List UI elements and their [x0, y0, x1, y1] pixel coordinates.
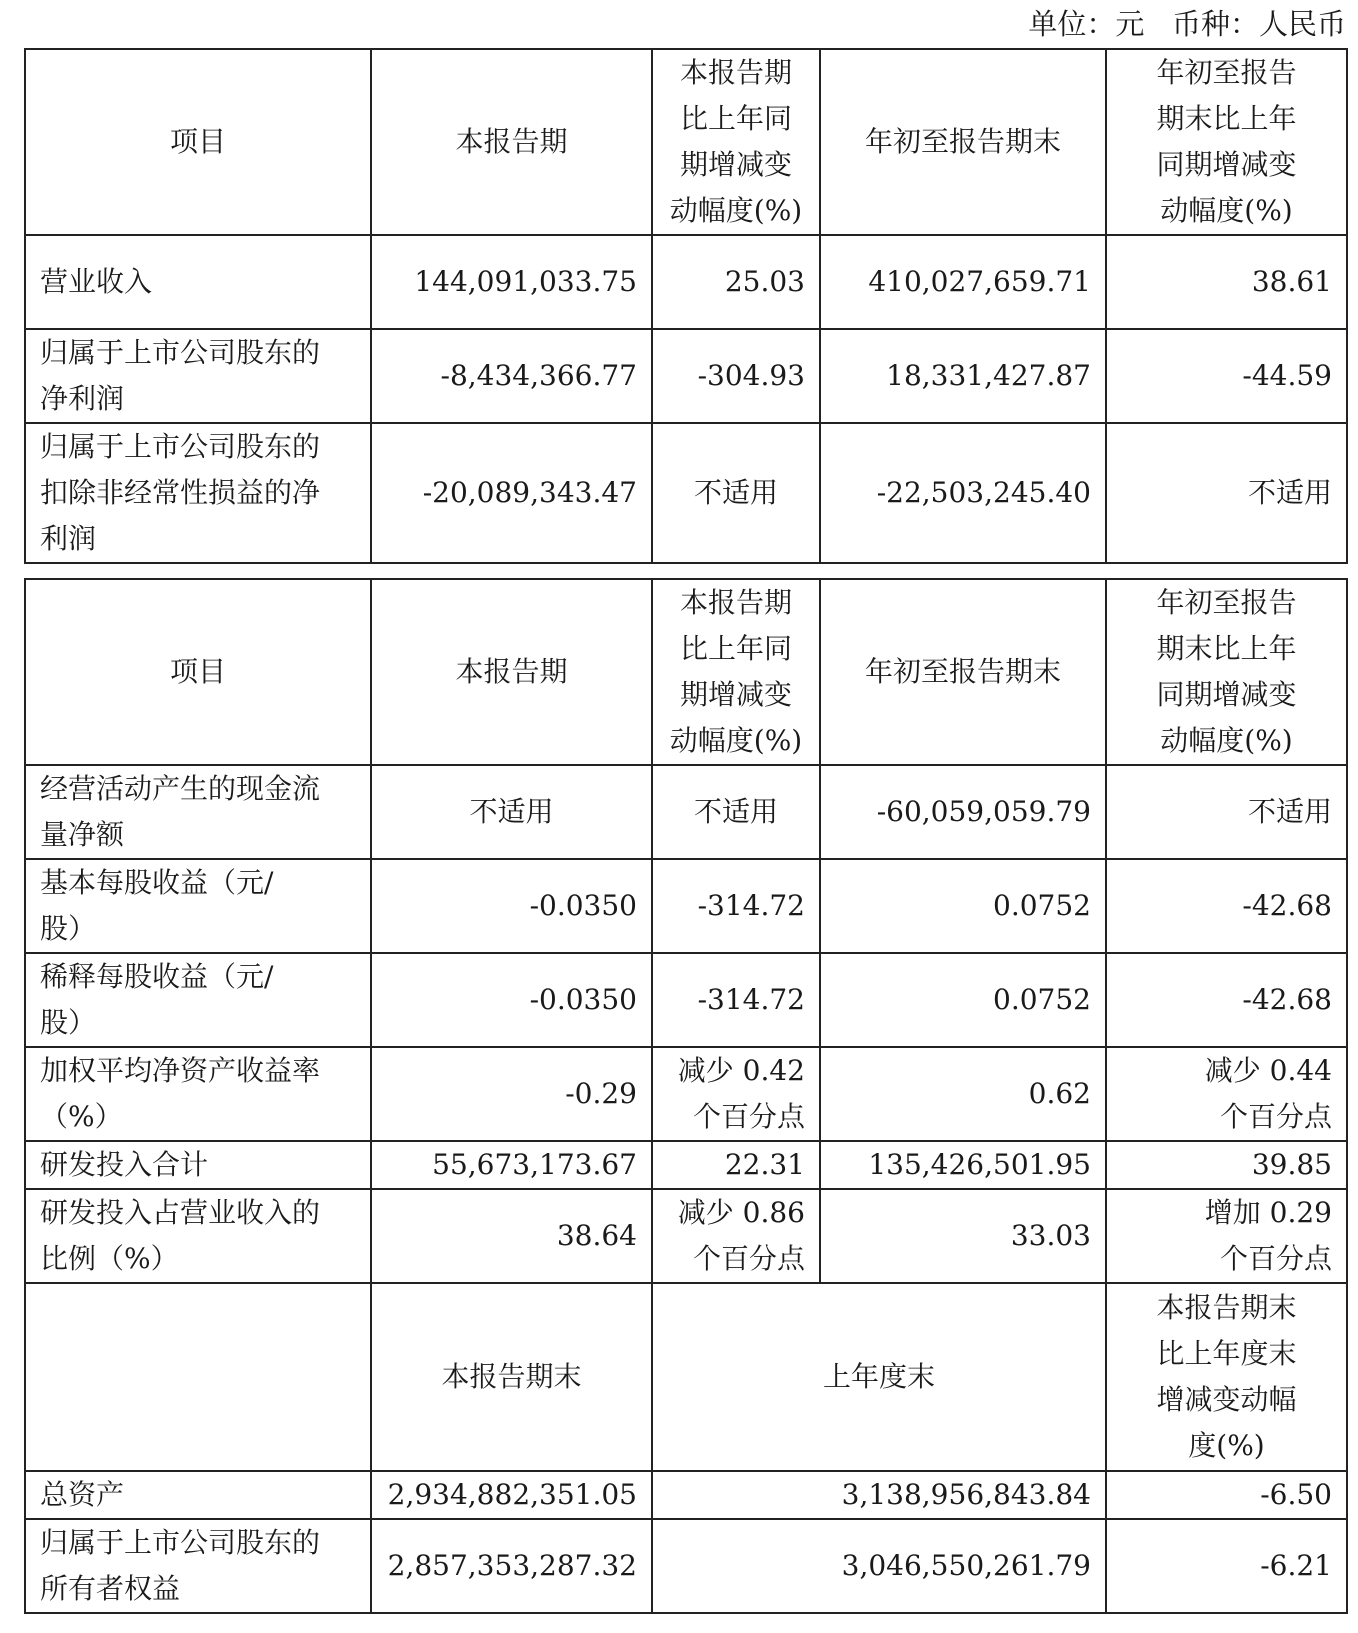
balance-item	[25, 1519, 371, 1613]
cell-line: 38.61	[1251, 265, 1332, 298]
row-current-change	[652, 765, 820, 859]
header-item	[25, 49, 371, 235]
balance-last-year-end	[652, 1519, 1106, 1613]
cell-line: 研发投入合计	[40, 1148, 209, 1181]
cell-line: 归属于上市公司股东的	[40, 336, 321, 369]
header-current-change	[652, 579, 820, 765]
cell-line: 同期增减变	[1156, 678, 1297, 711]
balance-header-row	[25, 1283, 1347, 1471]
row-item	[25, 1189, 371, 1283]
row-current-change	[652, 1047, 820, 1141]
row-ytd-change	[1106, 1141, 1347, 1189]
cell-line: 年初至报告	[1156, 56, 1297, 89]
row-current-period	[371, 953, 652, 1047]
cell-text: 本报告期	[455, 655, 568, 688]
cell-line: 比上年同	[679, 102, 792, 135]
balance-header-item	[25, 1283, 371, 1471]
cell-line: 增减变动幅	[1156, 1383, 1297, 1416]
cell-text: 本报告期末	[441, 1360, 582, 1393]
cell-text: -0.29	[565, 1077, 637, 1110]
row-current-change	[652, 859, 820, 953]
cell-line: 个百分点	[1219, 1100, 1332, 1133]
cell-line: -314.72	[697, 983, 805, 1016]
balance-item	[25, 1471, 371, 1519]
row-current-period	[371, 235, 652, 329]
cell-line: 比上年同	[679, 632, 792, 665]
cell-line: -42.68	[1242, 889, 1332, 922]
row-ytd-change	[1106, 329, 1347, 423]
row-current-period	[371, 1141, 652, 1189]
cell-line: 利润	[40, 522, 97, 555]
row-ytd	[820, 765, 1106, 859]
cell-line: 个百分点	[692, 1100, 805, 1133]
cell-line: -42.68	[1242, 983, 1332, 1016]
cell-line: 期末比上年	[1156, 632, 1297, 665]
cell-line: 动幅度(%)	[669, 194, 803, 227]
table-row	[25, 329, 1347, 423]
balance-header-change	[1106, 1283, 1347, 1471]
row-current-change	[652, 235, 820, 329]
cell-text: 项目	[169, 125, 226, 158]
row-current-change	[652, 423, 820, 563]
balance-header-period-end	[371, 1283, 652, 1471]
balance-period-end	[371, 1471, 652, 1519]
row-ytd-change	[1106, 859, 1347, 953]
cell-line: 期增减变	[679, 148, 792, 181]
unit-currency-note: 单位：元 币种：人民币	[1028, 7, 1346, 41]
cell-text: -0.0350	[529, 889, 637, 922]
row-ytd	[820, 1189, 1106, 1283]
table-row	[25, 765, 1347, 859]
cell-text: -6.21	[1260, 1549, 1332, 1582]
cell-line: 个百分点	[692, 1242, 805, 1275]
balance-row	[25, 1471, 1347, 1519]
table-row	[25, 235, 1347, 329]
balance-header-last-year-end	[652, 1283, 1106, 1471]
row-item	[25, 1141, 371, 1189]
cell-line: 所有者权益	[40, 1572, 181, 1605]
cell-line: 不适用	[1247, 476, 1332, 509]
cell-line: 加权平均净资产收益率	[40, 1054, 321, 1087]
cell-line: 经营活动产生的现金流	[40, 772, 321, 805]
cell-line: 股）	[40, 1006, 97, 1039]
row-ytd-change	[1106, 765, 1347, 859]
cell-line: 增加 0.29	[1204, 1196, 1332, 1229]
row-ytd	[820, 859, 1106, 953]
header-current-change	[652, 49, 820, 235]
cell-line: 期末比上年	[1156, 102, 1297, 135]
table-row	[25, 423, 1347, 563]
cell-line: 期增减变	[679, 678, 792, 711]
row-item	[25, 235, 371, 329]
cell-line: 总资产	[40, 1478, 125, 1511]
cell-text: -60,059,059.79	[876, 795, 1091, 828]
cell-line: -44.59	[1242, 359, 1332, 392]
row-ytd-change	[1106, 1047, 1347, 1141]
cell-text: 项目	[169, 655, 226, 688]
cell-line: 比例（%）	[40, 1242, 179, 1275]
row-current-period	[371, 1047, 652, 1141]
cell-line: 不适用	[693, 795, 778, 828]
row-ytd	[820, 235, 1106, 329]
cell-text: 18,331,427.87	[886, 359, 1091, 392]
cell-text: -8,434,366.77	[440, 359, 637, 392]
key-financial-table-1	[24, 48, 1348, 564]
balance-change	[1106, 1471, 1347, 1519]
cell-line: 个百分点	[1219, 1242, 1332, 1275]
row-current-change	[652, 1141, 820, 1189]
table-row	[25, 1141, 1347, 1189]
header-current-period	[371, 49, 652, 235]
row-ytd	[820, 423, 1106, 563]
cell-line: 动幅度(%)	[1160, 194, 1293, 227]
cell-line: 归属于上市公司股东的	[40, 1526, 321, 1559]
row-ytd-change	[1106, 423, 1347, 563]
cell-text: 2,857,353,287.32	[387, 1549, 637, 1582]
cell-text: 不适用	[469, 795, 554, 828]
cell-line: 净利润	[40, 382, 125, 415]
header-ytd-change	[1106, 579, 1347, 765]
header-ytd	[820, 579, 1106, 765]
cell-text: -20,089,343.47	[422, 476, 637, 509]
row-current-period	[371, 765, 652, 859]
cell-line: 动幅度(%)	[669, 724, 803, 757]
cell-text: 年初至报告期末	[864, 655, 1061, 688]
row-ytd	[820, 1047, 1106, 1141]
cell-text: 本报告期	[455, 125, 568, 158]
row-current-period	[371, 1189, 652, 1283]
balance-row	[25, 1519, 1347, 1613]
row-item	[25, 859, 371, 953]
key-financial-table-2	[24, 578, 1348, 1614]
cell-text: 0.0752	[993, 983, 1091, 1016]
cell-text: 38.64	[556, 1219, 637, 1252]
row-current-period	[371, 859, 652, 953]
cell-text: 410,027,659.71	[868, 265, 1091, 298]
header-item	[25, 579, 371, 765]
cell-text: 0.62	[1028, 1077, 1091, 1110]
row-current-period	[371, 423, 652, 563]
cell-text: 33.03	[1010, 1219, 1091, 1252]
row-item	[25, 329, 371, 423]
cell-line: 营业收入	[40, 265, 153, 298]
cell-text: 年初至报告期末	[864, 125, 1061, 158]
cell-line: 扣除非经常性损益的净	[40, 476, 321, 509]
header-ytd	[820, 49, 1106, 235]
cell-line: 比上年度末	[1156, 1337, 1297, 1370]
cell-text: -0.0350	[529, 983, 637, 1016]
cell-text: 0.0752	[993, 889, 1091, 922]
row-item	[25, 953, 371, 1047]
table-row	[25, 859, 1347, 953]
row-ytd	[820, 329, 1106, 423]
header-current-period	[371, 579, 652, 765]
cell-text: -6.50	[1260, 1478, 1332, 1511]
row-current-change	[652, 329, 820, 423]
cell-line: （%）	[40, 1100, 123, 1133]
cell-line: 减少 0.86	[677, 1196, 805, 1229]
cell-line: 25.03	[724, 265, 805, 298]
header-ytd-change	[1106, 49, 1347, 235]
row-ytd-change	[1106, 235, 1347, 329]
row-current-period	[371, 329, 652, 423]
table-row	[25, 953, 1347, 1047]
balance-last-year-end	[652, 1471, 1106, 1519]
balance-period-end	[371, 1519, 652, 1613]
cell-text: 3,138,956,843.84	[841, 1478, 1091, 1511]
cell-line: 量净额	[40, 818, 125, 851]
table-row	[25, 1047, 1347, 1141]
row-ytd-change	[1106, 953, 1347, 1047]
cell-line: 22.31	[724, 1148, 805, 1181]
cell-line: 年初至报告	[1156, 586, 1297, 619]
cell-line: 减少 0.44	[1204, 1054, 1332, 1087]
header-row	[25, 49, 1347, 235]
cell-text: 144,091,033.75	[414, 265, 637, 298]
cell-line: 归属于上市公司股东的	[40, 430, 321, 463]
cell-line: 39.85	[1251, 1148, 1332, 1181]
row-ytd-change	[1106, 1189, 1347, 1283]
table-row	[25, 1189, 1347, 1283]
cell-line: -314.72	[697, 889, 805, 922]
balance-change	[1106, 1519, 1347, 1613]
cell-line: 动幅度(%)	[1160, 724, 1293, 757]
row-current-change	[652, 1189, 820, 1283]
cell-text: 135,426,501.95	[868, 1148, 1091, 1181]
row-current-change	[652, 953, 820, 1047]
cell-text: 3,046,550,261.79	[841, 1549, 1091, 1582]
cell-line: 稀释每股收益（元/	[40, 960, 274, 993]
row-item	[25, 765, 371, 859]
cell-line: 股）	[40, 912, 97, 945]
cell-line: 研发投入占营业收入的	[40, 1196, 321, 1229]
cell-line: 本报告期	[679, 586, 792, 619]
cell-line: 不适用	[1247, 795, 1332, 828]
cell-line: 本报告期末	[1156, 1291, 1297, 1324]
cell-line: 度(%)	[1188, 1429, 1265, 1462]
cell-text: 2,934,882,351.05	[387, 1478, 637, 1511]
header-row	[25, 579, 1347, 765]
cell-line: -304.93	[697, 359, 805, 392]
cell-text: 55,673,173.67	[432, 1148, 637, 1181]
cell-line: 同期增减变	[1156, 148, 1297, 181]
row-item	[25, 423, 371, 563]
row-ytd	[820, 953, 1106, 1047]
cell-text: -22,503,245.40	[876, 476, 1091, 509]
row-ytd	[820, 1141, 1106, 1189]
cell-line: 基本每股收益（元/	[40, 866, 274, 899]
cell-line: 不适用	[693, 476, 778, 509]
cell-line: 减少 0.42	[677, 1054, 805, 1087]
cell-text: 上年度末	[822, 1360, 935, 1393]
cell-line: 本报告期	[679, 56, 792, 89]
row-item	[25, 1047, 371, 1141]
